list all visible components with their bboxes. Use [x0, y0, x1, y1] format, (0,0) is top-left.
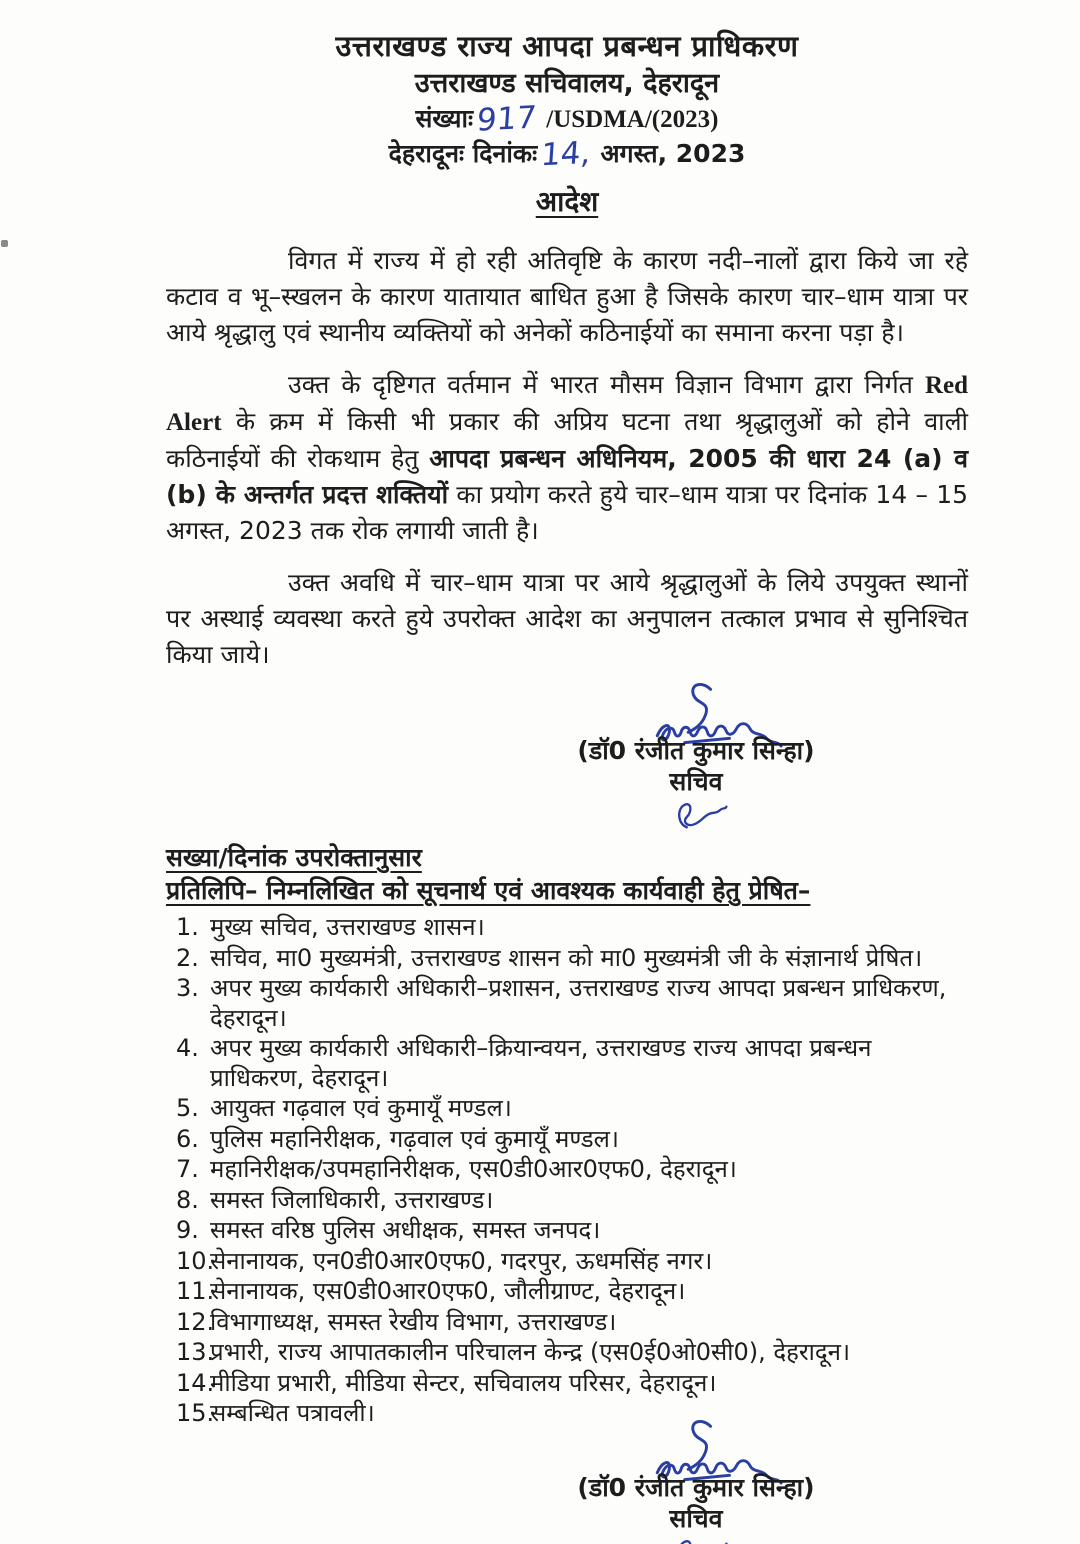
recipient-text: महानिरीक्षक/उपमहानिरीक्षक, एस0डी0आर0एफ0, देहरादून। — [210, 1155, 737, 1183]
recipient-number: 1. — [176, 913, 199, 941]
recipient-text: समस्त जिलाधिकारी, उत्तराखण्ड। — [210, 1185, 494, 1214]
paragraph-1: विगत में राज्य में हो रही अतिवृष्टि के कारण नदी–नालों द्वारा किये जा रहे कटाव व भू–स्खलन के कारण यातायात बाधित हुआ है जिसके कारण चार–धाम यात्रा पर आये श्रृद्धालु एवं स्थानीय व्यक्तियों को अनेकों कठिनाईयों का समाना करना पड़ा है। — [166, 246, 968, 347]
order-heading: आदेश — [535, 185, 599, 218]
recipient-number: 3. — [176, 974, 199, 1002]
signatory-designation: सचिव — [669, 1503, 723, 1533]
recipient-text: अपर मुख्य कार्यकारी अधिकारी–प्रशासन, उत्तराखण्ड राज्य आपदा प्रबन्धन प्राधिकरण, देहरादून। — [210, 974, 947, 1032]
paragraph-2-act-clause: आपदा प्रबन्धन अधिनियम, 2005 की धारा 24 (a) व (b) के अन्तर्गत प्रदत्त शक्तियों — [166, 444, 968, 509]
paragraph-2-red-alert: Red Alert — [166, 372, 968, 436]
recipient-item — [166, 913, 968, 943]
recipient-item — [166, 1216, 968, 1246]
recipient-item — [166, 1308, 968, 1338]
copy-section — [166, 841, 968, 1429]
recipient-number: 2. — [176, 943, 199, 972]
recipient-text: सेनानायक, एन0डी0आर0एफ0, गदरपुर, ऊधमसिंह नगर। — [210, 1246, 713, 1275]
recipient-text: मुख्य सचिव, उत्तराखण्ड शासन। — [210, 913, 485, 941]
scan-speck — [1, 240, 8, 247]
recipient-text: आयुक्त गढ़वाल एवं कुमायूँ मण्डल। — [210, 1094, 512, 1122]
recipient-number: 8. — [176, 1185, 199, 1214]
recipient-item — [166, 1277, 968, 1307]
recipient-item — [166, 1186, 968, 1216]
recipient-text: अपर मुख्य कार्यकारी अधिकारी–क्रियान्वयन, उत्तराखण्ड राज्य आपदा प्रबन्धन प्राधिकरण, देहरादून। — [210, 1034, 872, 1092]
signature-initial-ink — [661, 795, 739, 839]
paragraph-2-seg5: का प्रयोग करते हुये चार–धाम यात्रा पर दिनांक 14 – 15 अगस्त, 2023 तक रोक लगायी जाती है। — [166, 480, 969, 545]
recipient-list — [166, 913, 968, 1429]
ref-number-handwritten: 917 — [475, 99, 538, 139]
recipient-item — [166, 1034, 968, 1093]
recipient-item — [166, 1338, 968, 1368]
place-date-line — [166, 134, 968, 174]
recipient-number: 15. — [176, 1399, 215, 1427]
recipient-text: पुलिस महानिरीक्षक, गढ़वाल एवं कुमायूँ मण्डल। — [210, 1124, 619, 1153]
recipient-number: 11. — [176, 1277, 215, 1305]
signature-block-2 — [516, 1416, 876, 1544]
copy-heading: प्रतिलिपि– निम्नलिखित को सूचनार्थ एवं आवश्यक कार्यवाही हेतु प्रेषित– — [166, 876, 811, 905]
recipient-text: मीडिया प्रभारी, मीडिया सेन्टर, सचिवालय परिसर, देहरादून। — [210, 1368, 717, 1397]
signatory-name: (डॉ0 रंजीत कुमार सिन्हा) — [577, 736, 815, 765]
paragraph-2-seg1: उक्त के दृष्टिगत वर्तमान में भारत मौसम विज्ञान विभाग द्वारा निर्गत — [288, 370, 925, 399]
recipient-number: 6. — [176, 1124, 199, 1153]
recipient-item — [166, 1125, 968, 1155]
recipient-text: सम्बन्धित पत्रावली। — [210, 1399, 375, 1427]
signature-block-1 — [516, 679, 876, 839]
recipient-number: 9. — [176, 1216, 199, 1244]
recipient-text: समस्त वरिष्ठ पुलिस अधीक्षक, समस्त जनपद। — [210, 1216, 601, 1244]
recipient-text: विभागाध्यक्ष, समस्त रेखीय विभाग, उत्तराखण्ड। — [210, 1307, 617, 1336]
recipient-text: प्रभारी, राज्य आपातकालीन परिचालन केन्द्र (एस0ई0ओ0सी0), देहरादून। — [210, 1338, 851, 1366]
paragraph-3: उक्त अवधि में चार–धाम यात्रा पर आये श्रृद्धालुओं के लिये उपयुक्त स्थानों पर अस्थाई व्यवस्था करते हुये उपरोक्त आदेश का अनुपालन तत्काल प्रभाव से सुनिश्चित किया जाये। — [166, 568, 968, 669]
recipient-number: 12. — [176, 1307, 215, 1336]
recipient-item — [166, 974, 968, 1033]
recipient-item — [166, 1094, 968, 1124]
date-rest: अगस्त, 2023 — [600, 139, 746, 168]
recipient-text: सचिव, मा0 मुख्यमंत्री, उत्तराखण्ड शासन को मा0 मुख्यमंत्री जी के संज्ञानार्थ प्रेषित। — [210, 943, 923, 972]
ref-label: संख्याः — [415, 104, 474, 133]
paragraph-2-seg3: के क्रम में किसी भी प्रकार की अप्रिय घटना तथा श्रृद्धालुओं को होने वाली कठिनाईयों की रोकथाम हेतु — [166, 407, 968, 473]
recipient-text: सेनानायक, एस0डी0आर0एफ0, जौलीग्राण्ट, देहरादून। — [210, 1277, 686, 1305]
recipient-number: 7. — [176, 1155, 199, 1183]
recipient-item — [166, 1369, 968, 1399]
signature-initial-ink — [661, 1532, 739, 1544]
signatory-name: (डॉ0 रंजीत कुमार सिन्हा) — [577, 1472, 815, 1502]
authority-name: उत्तराखण्ड राज्य आपदा प्रबन्धन प्राधिकरण — [335, 29, 799, 63]
recipient-number: 4. — [176, 1034, 199, 1062]
recipient-number: 5. — [176, 1094, 199, 1122]
ref-date-as-above-line: सख्या/दिनांक उपरोक्तानुसार — [166, 843, 422, 872]
letterhead — [166, 26, 968, 221]
ref-suffix: /USDMA/(2023) — [546, 106, 719, 133]
date-handwritten: 14, — [539, 134, 592, 174]
place-date-label: देहरादूनः दिनांकः — [388, 139, 538, 168]
paragraph-2 — [166, 367, 968, 549]
recipient-number: 14. — [176, 1368, 215, 1397]
recipient-number: 13. — [176, 1338, 215, 1366]
signatory-designation: सचिव — [669, 767, 723, 796]
secretariat-line: उत्तराखण्ड सचिवालय, देहरादून — [414, 68, 720, 99]
recipient-number: 10. — [176, 1246, 215, 1275]
reference-number-line — [166, 99, 968, 139]
recipient-item — [166, 944, 968, 974]
recipient-item — [166, 1155, 968, 1185]
recipient-item — [166, 1247, 968, 1277]
